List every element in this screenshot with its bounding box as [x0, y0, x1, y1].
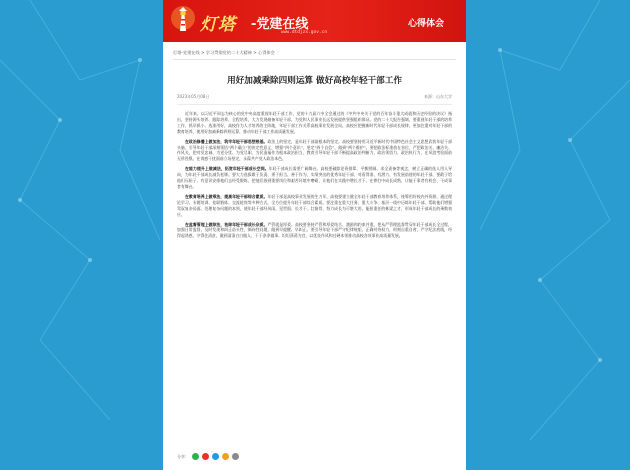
article-paragraph: 在教育培养上做乘法，提高年轻干部综合素质。年轻干部是高校事业发展的生力军，高校要建立健全年轻干部教育培养体系，统筹用好校内外资源，通过理论学习、专题培训、挂职锻炼、交流轮岗等多种方式，全方位提升年轻干部综合素质。要注重在重大任务、重大斗争、基层一线中历练年轻干部，帮助他们增强驾驭复杂局面、处理复杂问题的本领，使年轻干部经风雨、见世面、长才干、壮筋骨，努力成长为可堪大用、能担重任的栋梁之才，形成年轻干部成长的乘数效应。: [177, 193, 452, 217]
paragraph-lead: 在教育培养上做乘法，提高年轻干部综合素质。: [185, 193, 268, 199]
share-label: 分享：: [177, 453, 189, 459]
article-paragraph: 在能力提升上做减法，拓宽年轻干部成长空间。年轻干部成长需要广阔舞台。高校要破除论资排辈、平衡照顾、求全责备等观念，树立正确的选人用人导向，为年轻干部成长减负松绑。要大力选拔敢于负责、勇于担当、善于作为、实绩突出的优秀年轻干部，对看得准、有潜力、有发展前途的年轻干部，要敢于给他们压担子，有意识安排他们去经受锻炼，把他们放到重要岗位和艰苦环境中磨砺，让他们在实践中增长才干、在摔打中成长成熟，让能干事者有机会、干成事者有舞台。: [177, 166, 452, 189]
article-paragraph: 近年来，以习近平同志为核心的党中央高度重视年轻干部工作，党的十九届六中全会通过的《中共中央关于党的百年奋斗重大成就和历史经验的决议》指出，坚持源头培养、跟踪培养、全程培养，大力发现储备年轻干部，为党和人民事业长远发展提供坚强组织保证。党的二十大报告强调，要重视年轻干部的培养工作，抓早抓小、选准用好，高校作为人才培养的主阵地，年轻干部工作关系高校事业发展全局。高校应把握新时代年轻干部成长规律，更加注重对年轻干部的教育培养，使用好加减乘除四则运算，推动年轻干部工作高质量发展。: [177, 111, 452, 134]
more-share-icon[interactable]: [232, 453, 239, 460]
article-title: 用好加减乘除四则运算 做好高校年轻干部工作: [227, 76, 402, 86]
article-date: 2023年05月08日: [177, 94, 210, 99]
article-source: 来源：山东大学: [424, 94, 452, 99]
share-bar: [177, 453, 239, 460]
section-title[interactable]: 心得体会: [407, 19, 444, 29]
paragraph-lead: 在监督管理上做除法，祛除年轻干部成长杂质。: [185, 221, 268, 227]
site-domain: www.dtdjzx.gov.cn: [281, 30, 328, 35]
site-banner: [163, 0, 466, 42]
article-meta: [177, 94, 452, 105]
article-page: [163, 0, 466, 470]
site-logo-subtitle: -党建在线: [251, 17, 309, 32]
article-paragraph: 在监督管理上做除法，祛除年轻干部成长杂质。严管就是厚爱。高校要坚持严管和厚爱结合、激励和约束并重，把从严管理监督贯穿年轻干部成长全过程，加强日常监督，及时发现和纠正苗头性、倾向性问题，做到早提醒、早纠正。要引导年轻干部严守纪律规矩，正确对待权力，时刻自重自省，严守纪法底线，经得起诱惑，守得住清贫，做到清清白白做人、干干净净做事、坦坦荡荡为官，以优良作风和过硬本领推动高校各项事业高质量发展。: [177, 221, 452, 239]
paragraph-lead: 在政治修養上做加法，筑牢年轻干部思想根基。: [185, 138, 268, 144]
article-paragraph: 在政治修養上做加法，筑牢年轻干部思想根基。政治上的坚定，是年轻干部最根本的坚定。高校要坚持用习近平新时代中国特色社会主义思想武装年轻干部头脑，引导年轻干部深刻领悟“两个确立”的决定性意义，增强“四个意识”、坚定“四个自信”、做到“两个维护”。要把政治标准放在首位，严把政治关、廉洁关、作风关，把对党忠诚、为党分忧、为党尽职、为民造福作为根本政治担当，教育引导年轻干部不断提高政治判断力、政治领悟力、政治执行力，在风浪考验面前无所畏惧，在诱惑干扰面前立场坚定，永葆共产党人政治本色。: [177, 138, 452, 162]
qzone-share-icon[interactable]: [222, 453, 229, 460]
breadcrumb[interactable]: 灯塔-党建在线 > 学习贯彻党的二十大精神 > 心得体会: [173, 50, 456, 60]
wechat-share-icon[interactable]: [192, 453, 199, 460]
article-body: [177, 111, 452, 239]
paragraph-lead: 在能力提升上做减法，拓宽年轻干部成长空间。: [185, 166, 269, 172]
lighthouse-emblem-icon: [170, 5, 196, 35]
site-logo-text[interactable]: 灯塔: [200, 15, 236, 35]
qq-share-icon[interactable]: [212, 453, 219, 460]
weibo-share-icon[interactable]: [202, 453, 209, 460]
